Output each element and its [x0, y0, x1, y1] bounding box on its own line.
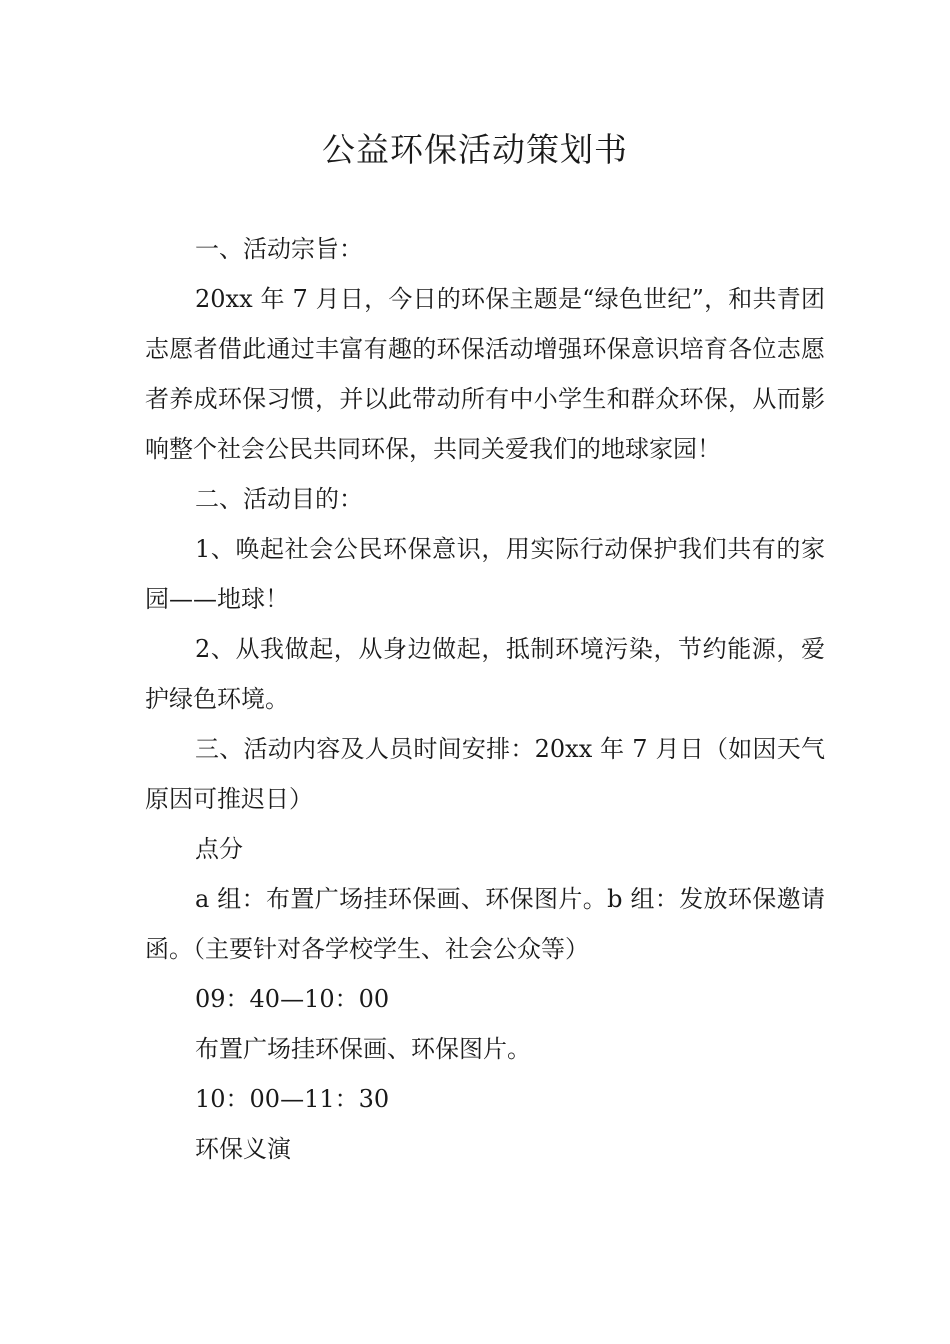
time-slot-1-task: 布置广场挂环保画、环保图片。 — [195, 1035, 531, 1063]
section-heading-purpose: 一、活动宗旨： — [195, 235, 363, 263]
time-slot-2-task: 环保义演 — [195, 1135, 291, 1163]
paragraph-purpose: 20xx 年 7 月日，今日的环保主题是“绿色世纪”，和共青团志愿者借此通过丰富有趣的环保活动增强环保意识培育各位志愿者养成环保习惯，并以此带动所有中小学生和群众环保，从而影响整个社会公民共同环保，共同关爱我们的地球家园！ — [145, 285, 825, 463]
document-body — [145, 224, 825, 1174]
schedule-line: 点分 — [195, 835, 243, 863]
document-title: 公益环保活动策划书 — [322, 130, 628, 169]
goal-item-1: 1、唤起社会公民环保意识，用实际行动保护我们共有的家园——地球！ — [145, 535, 825, 613]
time-slot-2: 10：00—11：30 — [195, 1085, 390, 1113]
time-slot-1: 09：40—10：00 — [195, 985, 390, 1013]
group-assignment: a 组：布置广场挂环保画、环保图片。b 组：发放环保邀请函。（主要针对各学校学生、社会公众等） — [145, 885, 825, 963]
section-heading-goals: 二、活动目的： — [195, 485, 363, 513]
section-heading-schedule: 三、活动内容及人员时间安排：20xx 年 7 月日（如因天气原因可推迟日） — [145, 735, 825, 813]
goal-item-2: 2、从我做起，从身边做起，抵制环境污染，节约能源，爱护绿色环境。 — [145, 635, 825, 713]
